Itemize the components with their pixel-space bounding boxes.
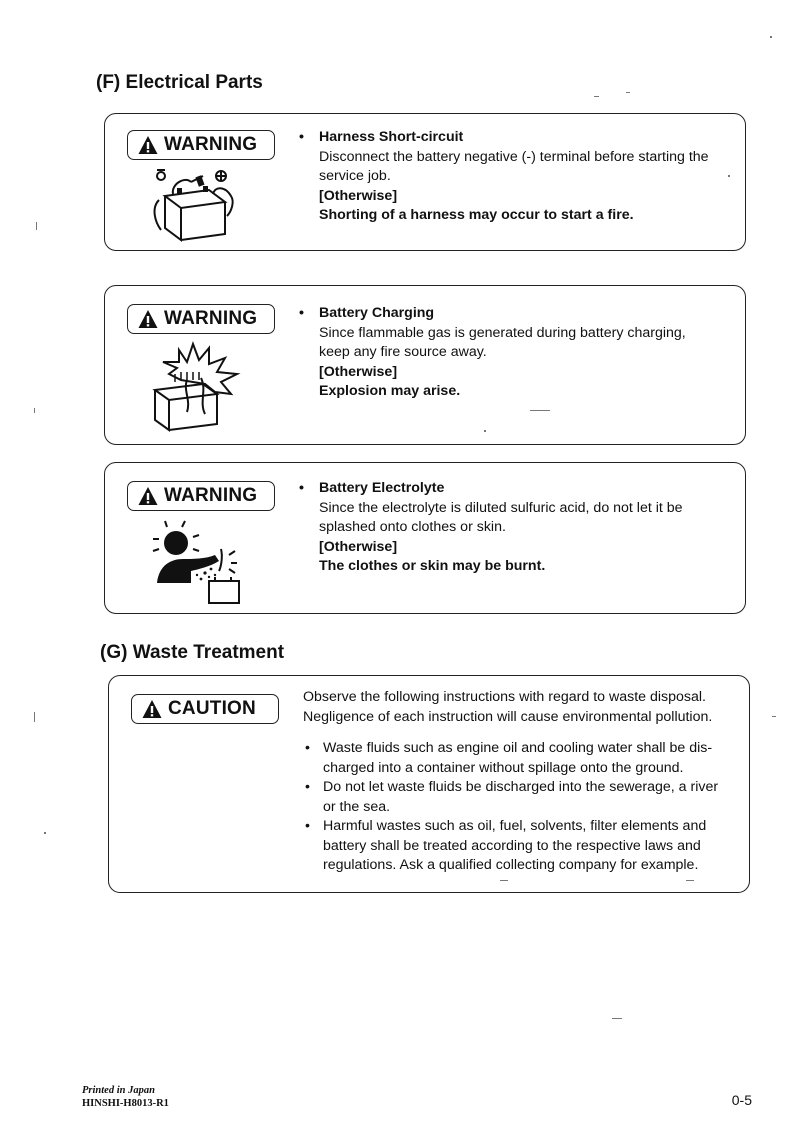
bullet: • (299, 129, 304, 145)
list-item-line: Waste fluids such as engine oil and cooling water shall be dis- (323, 740, 713, 756)
list-item-line: Harmful wastes such as oil, fuel, solvents, filter elements and (323, 818, 707, 834)
warning-title-text: Battery Electrolyte (319, 480, 445, 496)
printed-in-label: Printed in Japan (82, 1085, 155, 1096)
warning-line: Since the electrolyte is diluted sulfuric acid, do not let it be (319, 499, 683, 516)
list-item-line: regulations. Ask a qualified collecting company for example. (323, 857, 699, 873)
warning-line: Since flammable gas is generated during battery charging, (319, 324, 686, 341)
warning-badge-label: WARNING (164, 485, 258, 506)
bullet: • (305, 818, 310, 834)
consequence-text: Explosion may arise. (319, 383, 461, 399)
caution-intro-line: Observe the following instructions with regard to waste disposal. (303, 689, 706, 705)
page-number: 0-5 (731, 1092, 752, 1108)
warning-line: Disconnect the battery negative (-) terminal before starting the (319, 148, 709, 165)
warning-badge-label: WARNING (164, 134, 258, 155)
caution-badge-label: CAUTION (168, 698, 256, 719)
otherwise-label: [Otherwise] (319, 363, 398, 380)
warning-line: service job. (319, 168, 391, 184)
list-item-line: charged into a container without spillage onto the ground. (323, 759, 684, 776)
list-item-line: Do not let waste fluids be discharged into the sewerage, a river (323, 779, 719, 795)
bullet: • (305, 779, 310, 795)
document-code: HINSHI-H8013-R1 (82, 1098, 169, 1109)
bullet: • (305, 740, 310, 756)
consequence-text: The clothes or skin may be burnt. (319, 558, 546, 574)
caution-intro-line: Negligence of each instruction will cause environmental pollution. (303, 708, 713, 725)
list-item-line: battery shall be treated according to the respective laws and (323, 837, 701, 854)
warning-title-text: Harness Short-circuit (319, 129, 464, 145)
otherwise-label: [Otherwise] (319, 187, 398, 204)
section-title-waste-treatment: (G) Waste Treatment (100, 642, 285, 663)
otherwise-label: [Otherwise] (319, 538, 398, 555)
warning-title-text: Battery Charging (319, 305, 435, 321)
consequence-text: Shorting of a harness may occur to start a fire. (319, 207, 634, 223)
bullet: • (299, 305, 304, 321)
section-title-electrical-parts: (F) Electrical Parts (96, 72, 263, 93)
warning-line: splashed onto clothes or skin. (319, 519, 506, 535)
warning-line: keep any fire source away. (319, 344, 487, 360)
warning-badge-label: WARNING (164, 308, 258, 329)
list-item-line: or the sea. (323, 798, 391, 815)
bullet: • (299, 480, 304, 496)
